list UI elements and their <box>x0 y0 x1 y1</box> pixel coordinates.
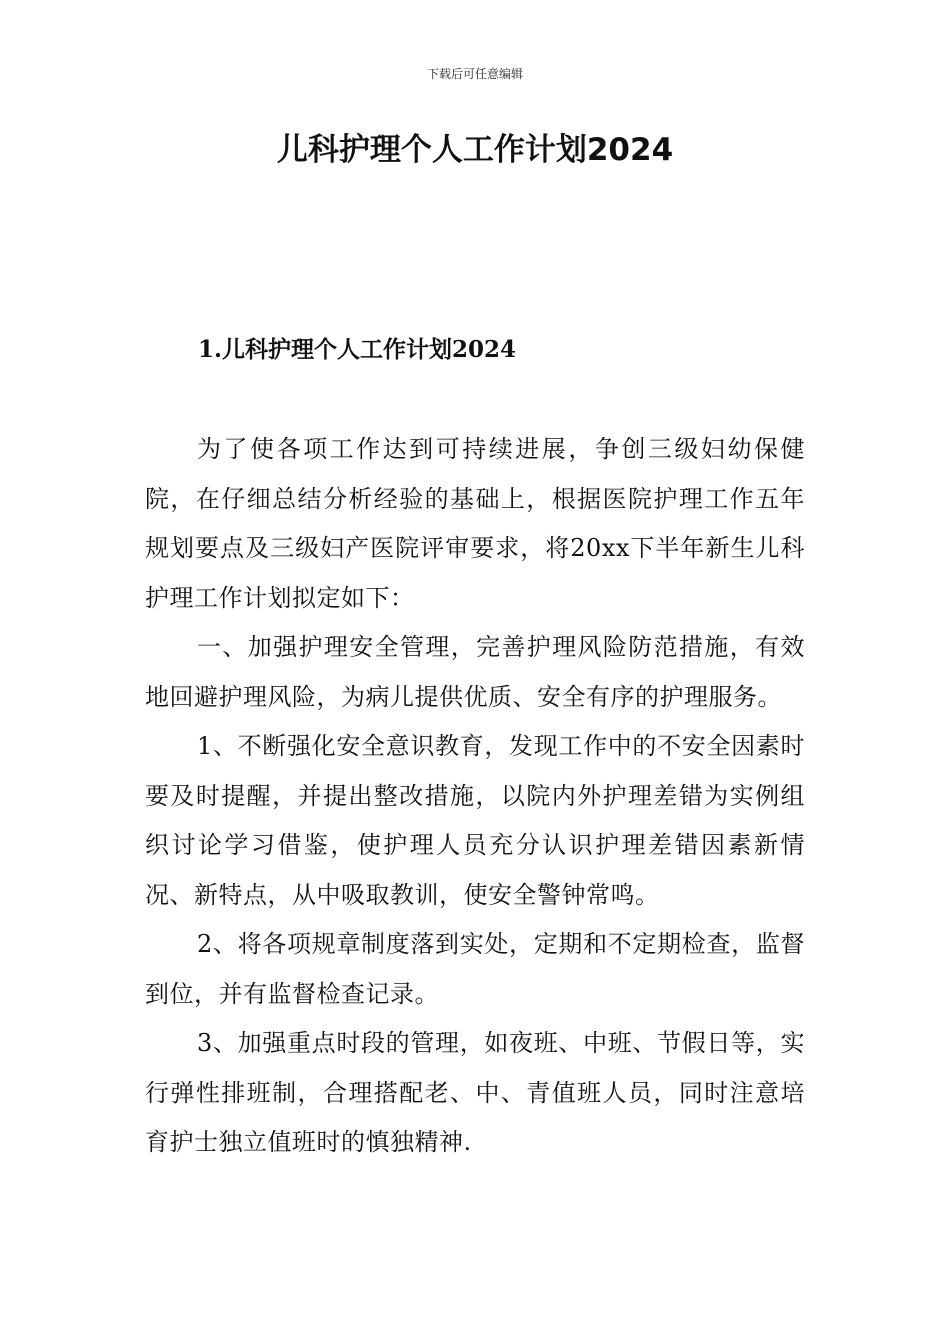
paragraph-point-one: 一、加强护理安全管理，完善护理风险防范措施，有效地回避护理风险，为病儿提供优质、安全有序的护理服务。 <box>145 633 805 711</box>
document-title: 儿科护理个人工作计划2024 <box>276 132 674 168</box>
header-note: 下载后可任意编辑 <box>426 67 523 81</box>
document-body <box>145 425 805 1168</box>
paragraph-item-1: 1、不断强化安全意识教育，发现工作中的不安全因素时要及时提醒，并提出整改措施，以院内外护理差错为实例组织讨论学习借鉴，使护理人员充分认识护理差错因素新情况、新特点，从中吸取教训，使安全警钟常鸣。 <box>145 732 805 909</box>
paragraph-item-2: 2、将各项规章制度落到实处，定期和不定期检查，监督到位，并有监督检查记录。 <box>145 930 805 1008</box>
section-heading: 1.儿科护理个人工作计划2024 <box>198 336 517 363</box>
paragraph-intro: 为了使各项工作达到可持续进展，争创三级妇幼保健院，在仔细总结分析经验的基础上，根据医院护理工作五年规划要点及三级妇产医院评审要求，将20xx下半年新生儿科护理工作计划拟定如下： <box>145 435 805 612</box>
paragraph-item-3: 3、加强重点时段的管理，如夜班、中班、节假日等，实行弹性排班制，合理搭配老、中、青值班人员，同时注意培育护士独立值班时的慎独精神. <box>145 1029 805 1156</box>
